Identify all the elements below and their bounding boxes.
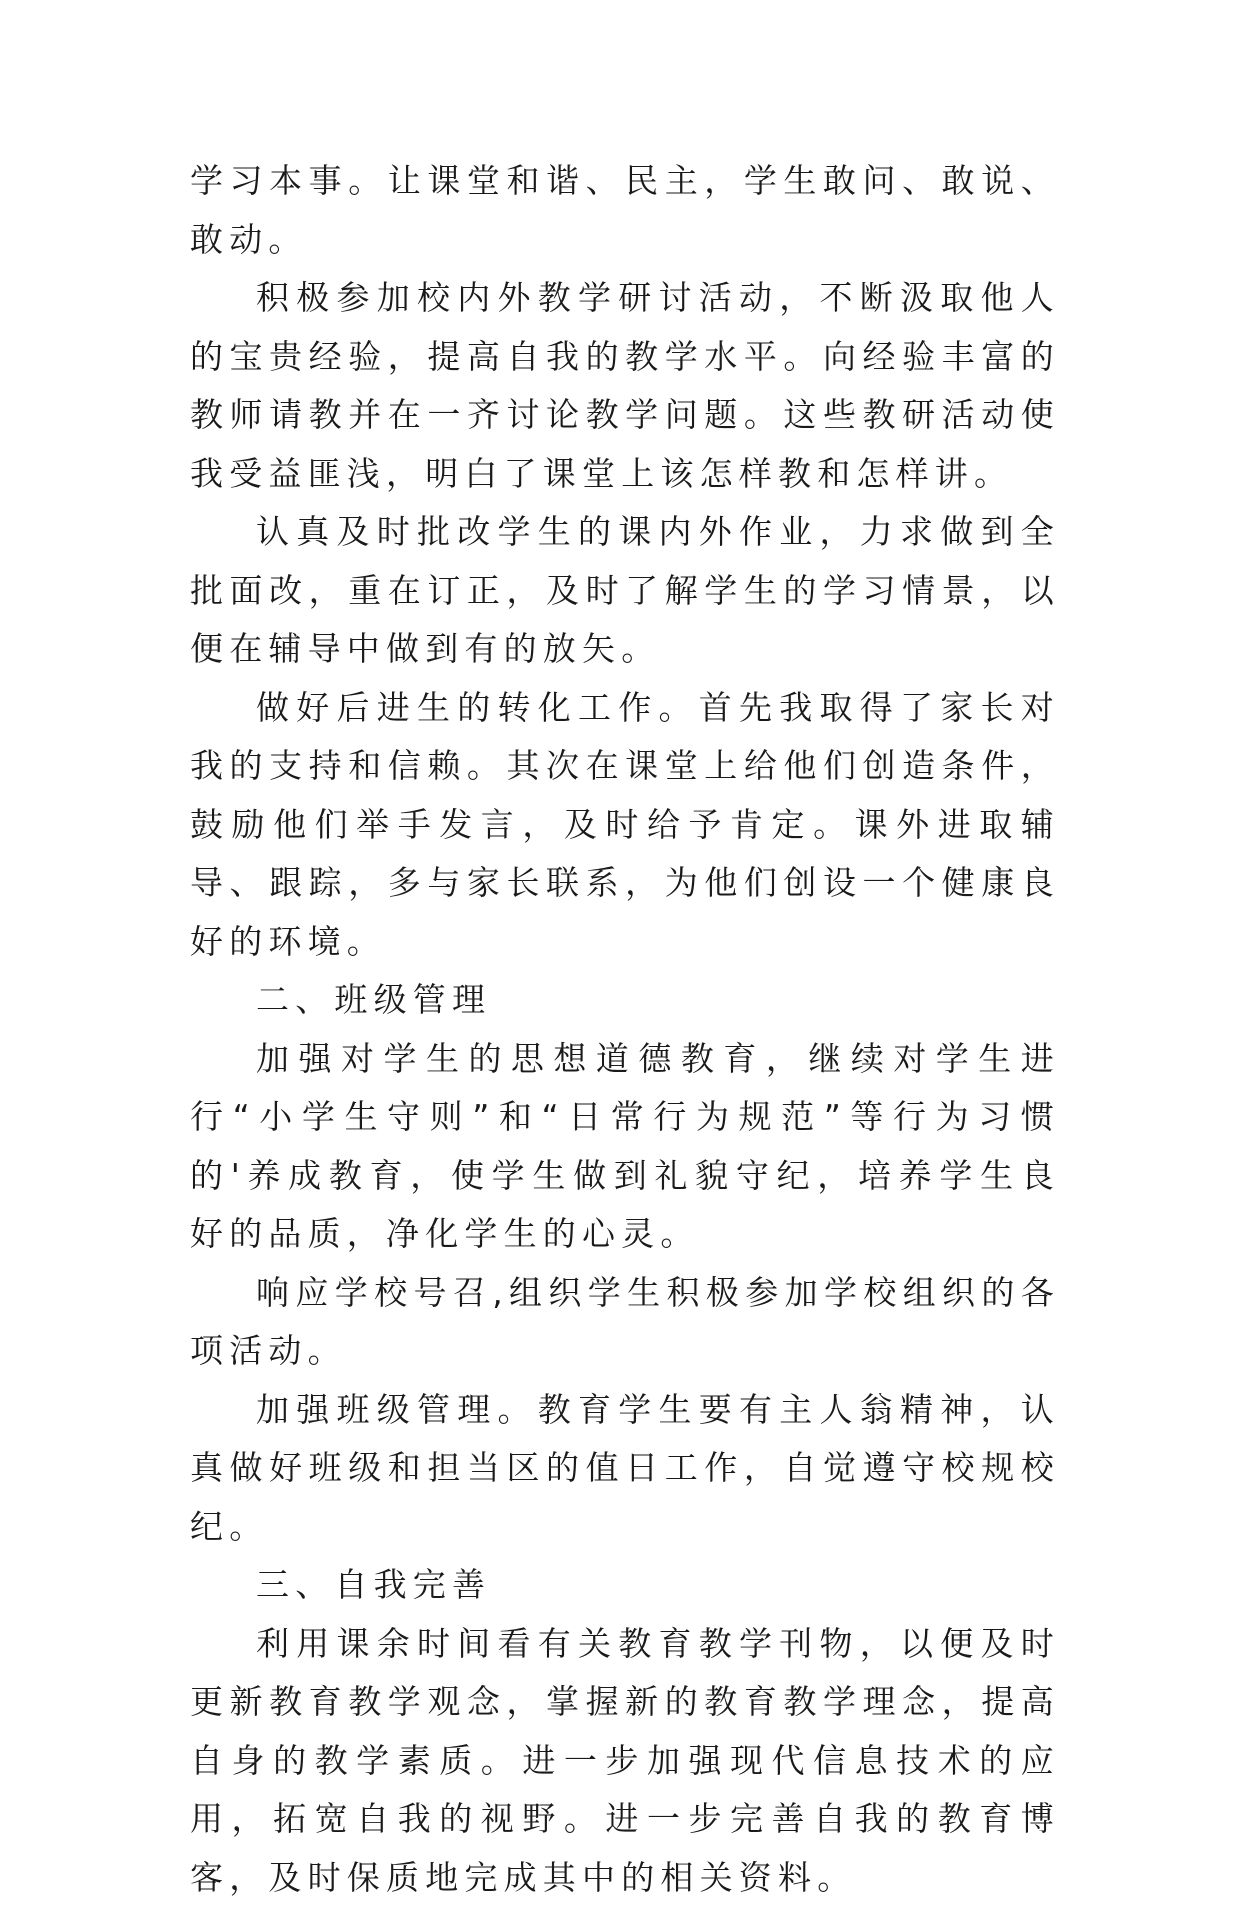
paragraph-self-improvement: 利用课余时间看有关教育教学刊物，以便及时更新教育教学观念，掌握新的教育教学理念，提高自身的教学素质。进一步加强现代信息技术的应用，拓宽自我的视野。进一步完善自我的教育博客，及时保质地完成其中的相关资料。 (190, 1615, 1060, 1907)
paragraph-teaching-research: 积极参加校内外教学研讨活动，不断汲取他人的宝贵经验，提高自我的教学水平。向经验丰富的教师请教并在一齐讨论教学问题。这些教研活动使我受益匪浅，明白了课堂上该怎样教和怎样讲。 (190, 269, 1060, 503)
paragraph-continuation: 学习本事。让课堂和谐、民主，学生敢问、敢说、敢动。 (190, 152, 1060, 269)
paragraph-homework-correction: 认真及时批改学生的课内外作业，力求做到全批面改，重在订正，及时了解学生的学习情景，以便在辅导中做到有的放矢。 (190, 503, 1060, 679)
document-body (190, 152, 1060, 1907)
paragraph-school-activities: 响应学校号召,组织学生积极参加学校组织的各项活动。 (190, 1264, 1060, 1381)
section-heading-self-improvement: 三、自我完善 (190, 1556, 1060, 1615)
paragraph-struggling-students: 做好后进生的转化工作。首先我取得了家长对我的支持和信赖。其次在课堂上给他们创造条件，鼓励他们举手发言，及时给予肯定。课外进取辅导、跟踪，多与家长联系，为他们创设一个健康良好的环境。 (190, 679, 1060, 972)
paragraph-class-management: 加强班级管理。教育学生要有主人翁精神，认真做好班级和担当区的值日工作，自觉遵守校规校纪。 (190, 1381, 1060, 1557)
section-heading-class-management: 二、班级管理 (190, 971, 1060, 1030)
paragraph-moral-education: 加强对学生的思想道德教育，继续对学生进行“小学生守则”和“日常行为规范”等行为习惯的'养成教育，使学生做到礼貌守纪，培养学生良好的品质，净化学生的心灵。 (190, 1030, 1060, 1264)
